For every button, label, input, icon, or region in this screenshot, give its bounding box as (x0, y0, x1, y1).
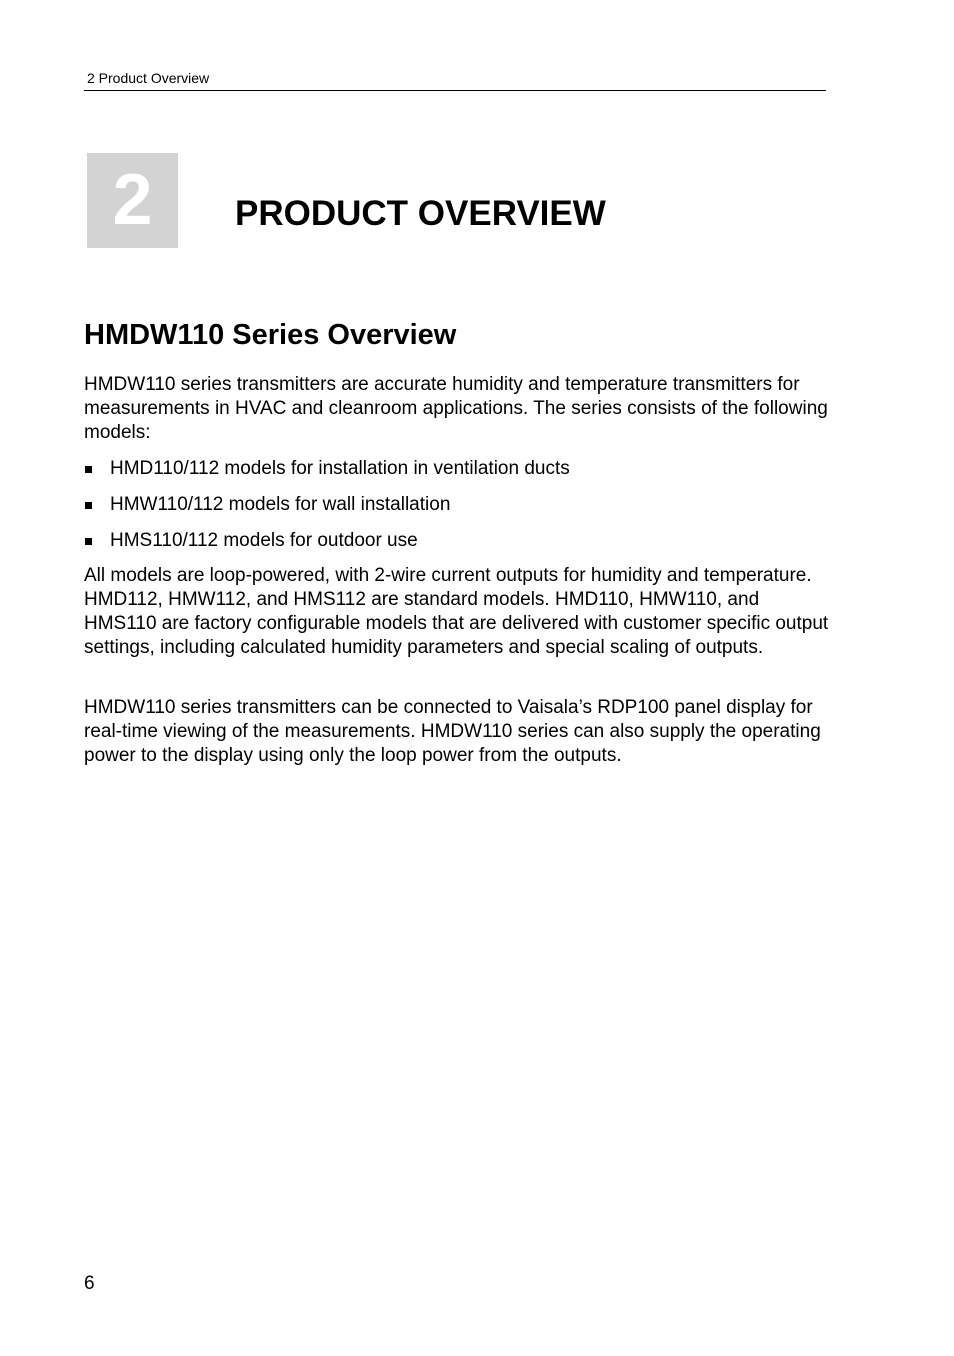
chapter-number: 2 (112, 160, 153, 240)
chapter-number-box (87, 153, 178, 248)
list-item-text: HMS110/112 models for outdoor use (110, 530, 418, 551)
list-item (84, 457, 829, 481)
models-paragraph: All models are loop-powered, with 2-wire current outputs for humidity and temperature. HMD112, HMW112, and HMS112 are standard models. HMD110, HMW110, and HMS110 are factory configurable models that are delivered with customer specific output settings, including calculated humidity parameters and special scaling of outputs. (84, 565, 829, 658)
list-item (84, 529, 829, 553)
square-bullet-icon (85, 466, 92, 473)
intro-paragraph: HMDW110 series transmitters are accurate humidity and temperature transmitters for measurements in HVAC and cleanroom applications. The series consists of the following models: (84, 374, 828, 443)
list-item (84, 493, 829, 517)
model-list (84, 457, 829, 565)
display-paragraph: HMDW110 series transmitters can be connected to Vaisala’s RDP100 panel display for real-time viewing of the measurements. HMDW110 series can also supply the operating power to the display using only the loop power from the outputs. (84, 697, 821, 766)
chapter-title: PRODUCT OVERVIEW (235, 194, 606, 233)
list-item-text: HMW110/112 models for wall installation (110, 494, 451, 515)
page-number: 6 (84, 1273, 95, 1294)
running-header-text: 2 Product Overview (87, 70, 210, 86)
running-header (84, 69, 826, 91)
section-title: HMDW110 Series Overview (84, 319, 457, 351)
list-item-text: HMD110/112 models for installation in ventilation ducts (110, 458, 570, 479)
square-bullet-icon (85, 502, 92, 509)
square-bullet-icon (85, 538, 92, 545)
